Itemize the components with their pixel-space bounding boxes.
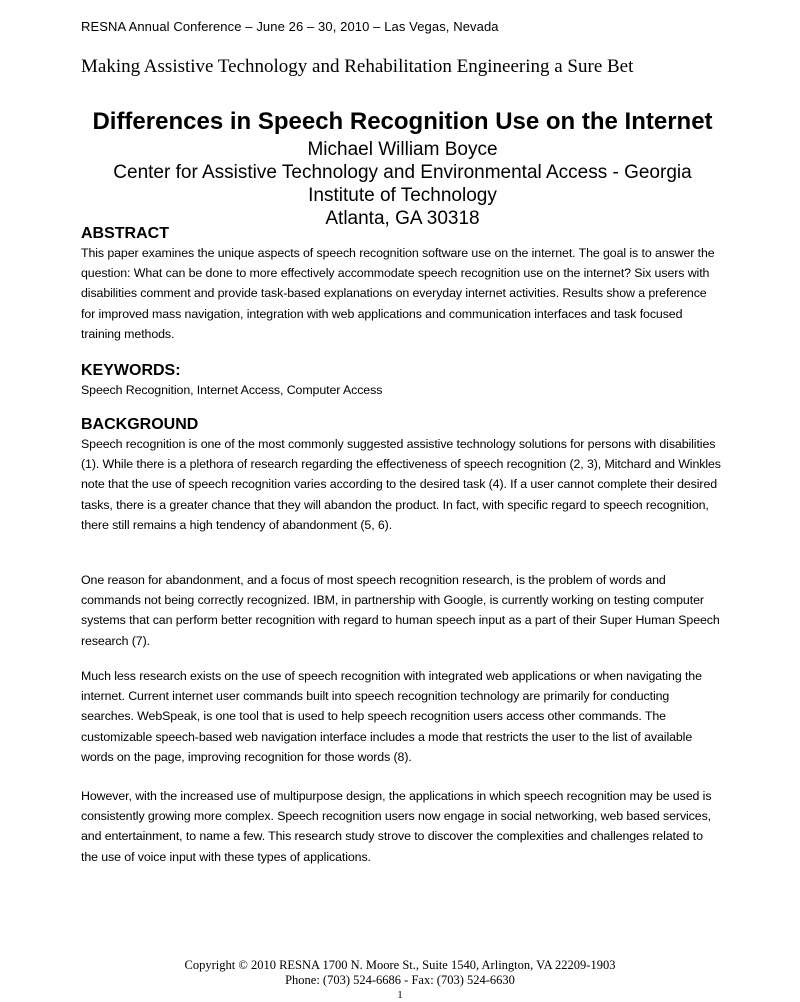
conference-theme: Making Assistive Technology and Rehabilitation Engineering a Sure Bet (81, 56, 634, 77)
keywords-text: Speech Recognition, Internet Access, Computer Access (81, 383, 383, 397)
title-block (80, 105, 725, 230)
background-paragraph-3: Much less research exists on the use of speech recognition with integrated web applications or when navigating the internet. Current internet user commands built into speech recognition technology are primarily for conducting searches. WebSpeak, is one tool that is used to help speech recognition users access other commands. The customizable speech-based web navigation interface includes a mode that restricts the user to the list of available words on the page, improving recognition for those words (8). (81, 669, 702, 764)
abstract-section (81, 224, 721, 344)
footer-contact: Phone: (703) 524-6686 - Fax: (703) 524-6630 (285, 973, 515, 987)
abstract-heading: ABSTRACT (81, 225, 169, 242)
background-section (81, 415, 721, 535)
paper-title: Differences in Speech Recognition Use on the Internet (92, 108, 713, 135)
background-heading: BACKGROUND (81, 416, 199, 433)
page-number: 1 (397, 989, 403, 1001)
author-affiliation-line-1: Center for Assistive Technology and Environmental Access - Georgia (113, 162, 692, 183)
author-name: Michael William Boyce (307, 139, 498, 160)
author-location: Atlanta, GA 30318 (325, 208, 480, 229)
background-paragraph-1: Speech recognition is one of the most commonly suggested assistive technology solutions for persons with disabilities (1). While there is a plethora of research regarding the effectiveness of speech recognition (2, 3), Mitchard and Winkles note that the use of speech recognition varies according to the desired task (4). If a user cannot complete their desired tasks, there is a greater chance that they will abandon the product. In fact, with specific regard to speech recognition, there still remains a high tendency of abandonment (5, 6). (81, 437, 721, 532)
author-affiliation-line-2: Institute of Technology (308, 185, 497, 206)
page-footer (0, 958, 800, 1002)
abstract-text: This paper examines the unique aspects of speech recognition software use on the internet. The goal is to answer the question: What can be done to more effectively accommodate speech recognition use on the internet? Six users with disabilities comment and provide task-based explanations on everyday internet activities. Results show a preference for improved mass navigation, integration with web applications and communication interfaces and task focused training methods. (81, 246, 715, 341)
keywords-heading: KEYWORDS: (81, 362, 181, 379)
conference-header: RESNA Annual Conference – June 26 – 30, 2010 – Las Vegas, Nevada (81, 19, 499, 34)
background-paragraph-4: However, with the increased use of multipurpose design, the applications in which speech recognition may be used is consistently growing more complex. Speech recognition users now engage in social networking, web based services, and entertainment, to name a few. This research study strove to discover the complexities and challenges related to the use of voice input with these types of applications. (81, 789, 712, 864)
footer-copyright: Copyright © 2010 RESNA 1700 N. Moore St., Suite 1540, Arlington, VA 22209-1903 (184, 958, 616, 972)
background-paragraph-2: One reason for abandonment, and a focus of most speech recognition research, is the problem of words and commands not being correctly recognized. IBM, in partnership with Google, is currently working on testing computer systems that can perform better recognition with regard to human speech input as a part of their Super Human Speech research (7). (81, 573, 720, 648)
keywords-section (81, 361, 721, 400)
